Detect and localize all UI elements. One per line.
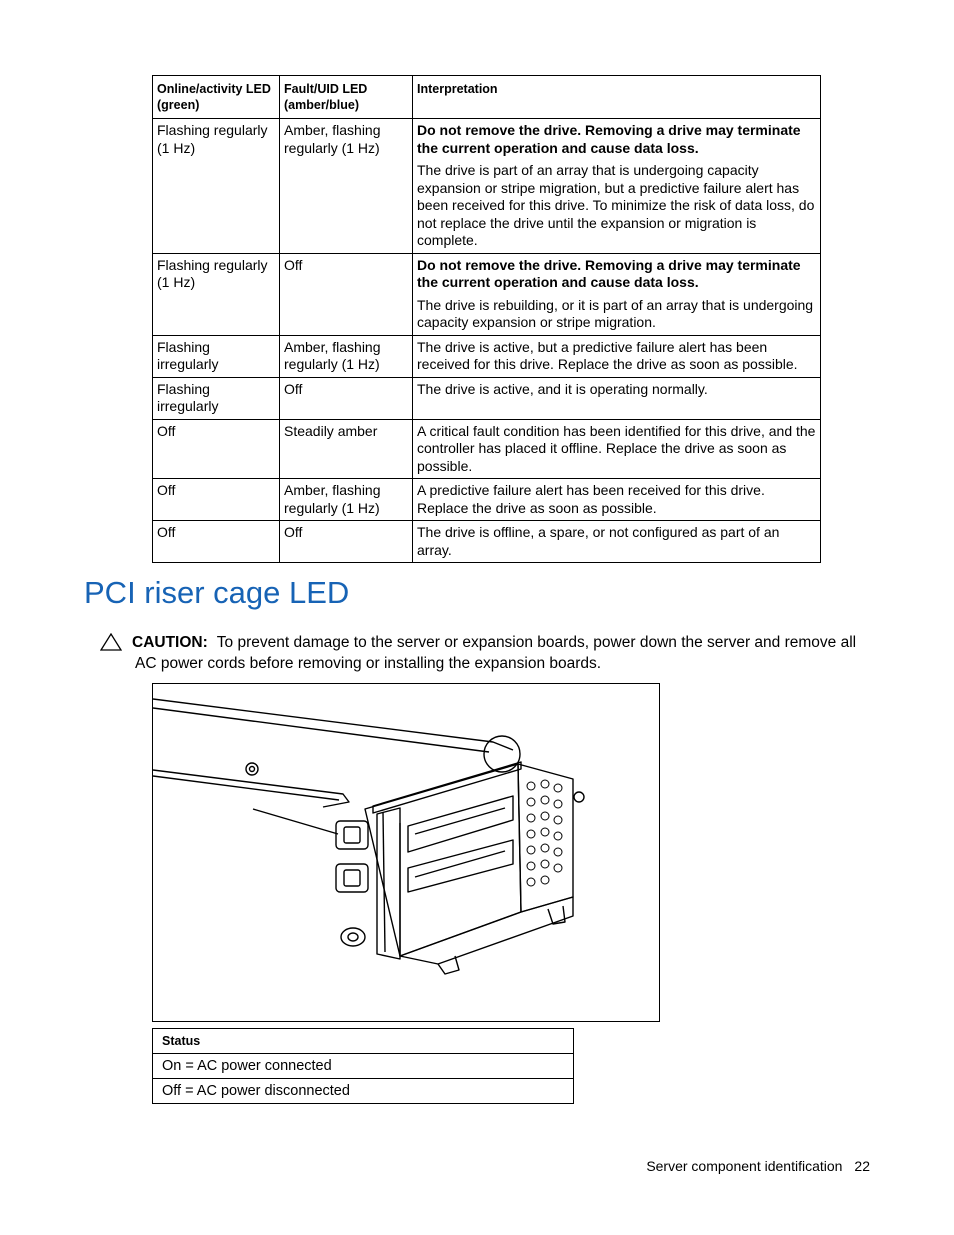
riser-cage-drawing <box>153 684 659 1021</box>
interpretation-text: The drive is part of an array that is undergoing capacity expansion or stripe migration, but a predictive failure alert has been received for this drive. To minimize the risk of data loss, do not replace the drive until the expansion or migration is complete. <box>417 162 815 248</box>
table-row <box>153 479 821 521</box>
fault-cell: Off <box>280 253 413 335</box>
fault-cell: Amber, flashing regularly (1 Hz) <box>280 479 413 521</box>
caution-note <box>100 632 870 674</box>
caution-triangle-icon <box>100 633 122 651</box>
footer-section-name: Server component identification <box>646 1158 843 1174</box>
interpretation-cell: A critical fault condition has been identified for this drive, and the controller has placed it offline. Replace the drive as soon as possible. <box>413 419 821 479</box>
fault-cell: Off <box>280 377 413 419</box>
status-header: Status <box>153 1029 574 1054</box>
status-cell: On = AC power connected <box>153 1054 574 1079</box>
table-row <box>153 419 821 479</box>
interpretation-cell: The drive is active, but a predictive failure alert has been received for this drive. Replace the drive as soon as possible. <box>413 335 821 377</box>
column-header-online: Online/activity LED (green) <box>153 76 280 119</box>
table-header-row <box>153 1029 574 1054</box>
fault-cell: Amber, flashing regularly (1 Hz) <box>280 335 413 377</box>
status-cell: Off = AC power disconnected <box>153 1079 574 1104</box>
interpretation-cell: A predictive failure alert has been received for this drive. Replace the drive as soon as possible. <box>413 479 821 521</box>
online-cell: Flashing regularly (1 Hz) <box>153 119 280 254</box>
fault-cell: Amber, flashing regularly (1 Hz) <box>280 119 413 254</box>
interpretation-cell: The drive is active, and it is operating normally. <box>413 377 821 419</box>
table-row <box>153 253 821 335</box>
online-cell: Flashing irregularly <box>153 377 280 419</box>
warning-text: Do not remove the drive. Removing a drive may terminate the current operation and cause data loss. <box>417 256 801 290</box>
caution-text-line1: To prevent damage to the server or expansion boards, power down the server and remove all <box>216 634 857 651</box>
table-row <box>153 119 821 254</box>
fault-cell: Off <box>280 521 413 563</box>
column-header-interpretation: Interpretation <box>413 76 821 119</box>
pci-riser-cage-illustration <box>152 683 660 1022</box>
section-title: PCI riser cage LED <box>84 575 350 610</box>
interpretation-cell: The drive is offline, a spare, or not configured as part of an array. <box>413 521 821 563</box>
caution-label: CAUTION: <box>132 634 208 651</box>
table-row <box>153 335 821 377</box>
interpretation-text: The drive is rebuilding, or it is part of an array that is undergoing capacity expansion or stripe migration. <box>417 296 814 330</box>
online-cell: Off <box>153 419 280 479</box>
table-row <box>153 1054 574 1079</box>
caution-text-line2: AC power cords before removing or installing the expansion boards. <box>135 655 602 672</box>
table-row <box>153 377 821 419</box>
online-cell: Off <box>153 521 280 563</box>
column-header-fault: Fault/UID LED (amber/blue) <box>280 76 413 119</box>
warning-text: Do not remove the drive. Removing a drive may terminate the current operation and cause data loss. <box>417 122 801 156</box>
online-cell: Off <box>153 479 280 521</box>
page-footer <box>646 1158 870 1174</box>
online-cell: Flashing regularly (1 Hz) <box>153 253 280 335</box>
table-header-row <box>153 76 821 119</box>
online-cell: Flashing irregularly <box>153 335 280 377</box>
status-table <box>152 1028 574 1104</box>
table-row <box>153 521 821 563</box>
interpretation-cell <box>413 253 821 335</box>
fault-cell: Steadily amber <box>280 419 413 479</box>
led-status-table <box>152 75 821 563</box>
interpretation-cell <box>413 119 821 254</box>
table-row <box>153 1079 574 1104</box>
page-number: 22 <box>854 1158 870 1174</box>
